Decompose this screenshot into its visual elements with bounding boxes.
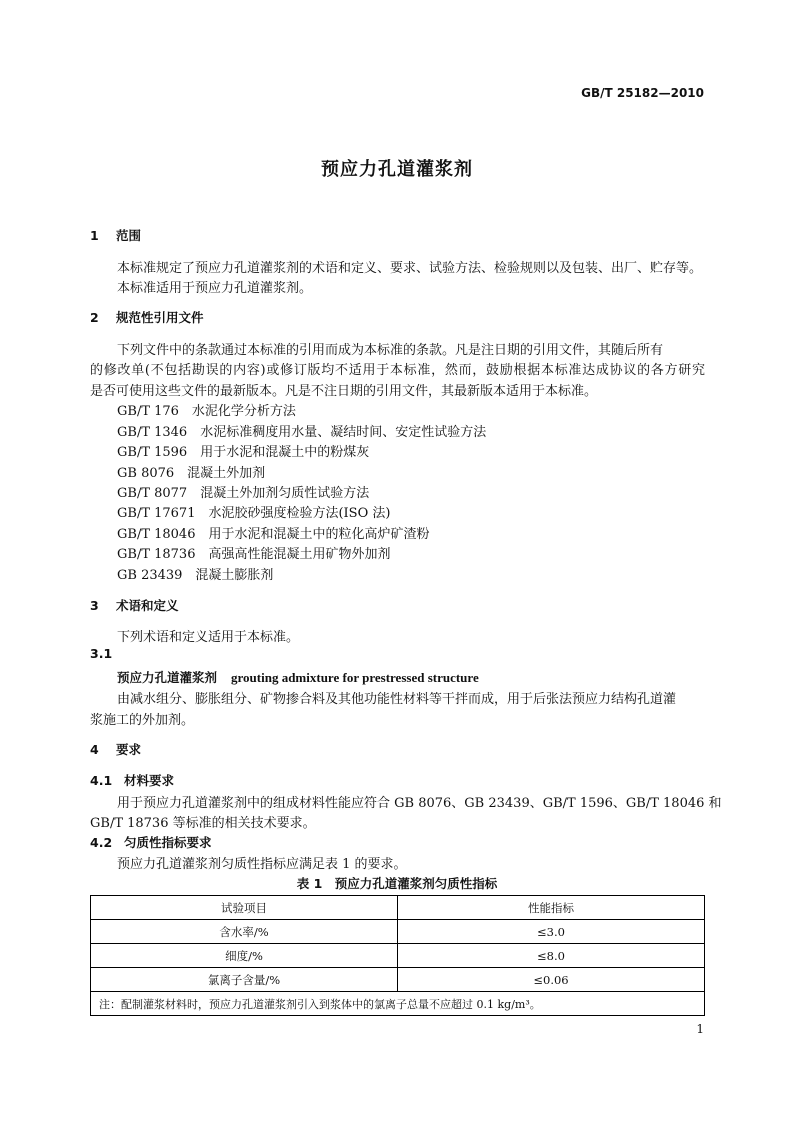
section-number: 4 xyxy=(90,742,99,757)
page-number: 1 xyxy=(696,1022,704,1036)
reference-item: GB/T 8077 混凝土外加剂匀质性试验方法 xyxy=(117,486,370,501)
subsection-number: 4.1 xyxy=(90,773,113,788)
definition-line: 浆施工的外加剂。 xyxy=(90,713,195,728)
table-note-row xyxy=(91,992,705,1016)
table-cell: ≤0.06 xyxy=(398,968,705,992)
section-title: 规范性引用文件 xyxy=(116,310,204,325)
table-cell: 含水率/% xyxy=(91,920,398,944)
paragraph: 本标准适用于预应力孔道灌浆剂。 xyxy=(117,281,313,296)
section-title: 范围 xyxy=(116,228,142,243)
uniformity-table xyxy=(90,895,705,1016)
subsection-title: 材料要求 xyxy=(124,773,175,788)
subsection-4-1-heading xyxy=(90,771,174,789)
document-title: 预应力孔道灌浆剂 xyxy=(321,159,473,180)
term-entry xyxy=(117,668,479,686)
section-3-heading xyxy=(90,596,179,614)
table-row xyxy=(91,944,705,968)
table-row xyxy=(91,968,705,992)
table-note: 注：配制灌浆材料时，预应力孔道灌浆剂引入到浆体中的氯离子总量不应超过 0.1 kg/m³。 xyxy=(91,992,705,1016)
table-cell: ≤3.0 xyxy=(398,920,705,944)
reference-item: GB/T 18046 用于水泥和混凝土中的粒化高炉矿渣粉 xyxy=(117,527,430,542)
reference-item: GB/T 176 水泥化学分析方法 xyxy=(117,404,296,419)
table-cell: ≤8.0 xyxy=(398,944,705,968)
definition-line: 由减水组分、膨胀组分、矿物掺合料及其他功能性材料等干拌而成，用于后张法预应力结构孔道灌 xyxy=(117,692,677,707)
paragraph-line: GB/T 18736 等标准的相关技术要求。 xyxy=(90,816,316,831)
paragraph-line: 的修改单(不包括勘误的内容)或修订版均不适用于本标准，然而，鼓励根据本标准达成协议的各方研究 xyxy=(90,363,705,378)
section-4-heading xyxy=(90,740,141,758)
table-header-row xyxy=(91,896,705,920)
section-title: 要求 xyxy=(116,742,142,757)
reference-item: GB 8076 混凝土外加剂 xyxy=(117,466,266,481)
paragraph: 预应力孔道灌浆剂匀质性指标应满足表 1 的要求。 xyxy=(117,857,407,872)
reference-item: GB/T 1346 水泥标准稠度用水量、凝结时间、安定性试验方法 xyxy=(117,425,487,440)
reference-item: GB/T 18736 高强高性能混凝土用矿物外加剂 xyxy=(117,547,391,562)
section-1-heading xyxy=(90,226,141,244)
section-title: 术语和定义 xyxy=(116,598,179,613)
section-2-heading xyxy=(90,308,204,326)
paragraph-line: 是否可使用这些文件的最新版本。凡是不注日期的引用文件，其最新版本适用于本标准。 xyxy=(90,384,598,399)
term-english: grouting admixture for prestressed structure xyxy=(231,670,479,685)
paragraph-line: 用于预应力孔道灌浆剂中的组成材料性能应符合 GB 8076、GB 23439、GB/T 1596、GB/T 18046 和 xyxy=(117,796,722,811)
reference-item: GB/T 1596 用于水泥和混凝土中的粉煤灰 xyxy=(117,445,370,460)
subsection-number: 3.1 xyxy=(90,646,113,661)
reference-item: GB/T 17671 水泥胶砂强度检验方法(ISO 法) xyxy=(117,506,391,521)
table-header-cell: 试验项目 xyxy=(91,896,398,920)
table-row xyxy=(91,920,705,944)
subsection-4-2-heading xyxy=(90,833,212,851)
standard-number: GB/T 25182—2010 xyxy=(581,86,704,100)
table-cell: 氯离子含量/% xyxy=(91,968,398,992)
subsection-number: 4.2 xyxy=(90,835,113,850)
paragraph: 本标准规定了预应力孔道灌浆剂的术语和定义、要求、试验方法、检验规则以及包装、出厂、贮存等。 xyxy=(117,261,703,276)
table-cell: 细度/% xyxy=(91,944,398,968)
reference-item: GB 23439 混凝土膨胀剂 xyxy=(117,568,274,583)
section-number: 2 xyxy=(90,310,99,325)
table-caption: 表 1 预应力孔道灌浆剂匀质性指标 xyxy=(296,876,498,891)
term-chinese: 预应力孔道灌浆剂 xyxy=(117,670,218,685)
subsection-title: 匀质性指标要求 xyxy=(124,835,212,850)
section-number: 1 xyxy=(90,228,99,243)
table-header-cell: 性能指标 xyxy=(398,896,705,920)
section-number: 3 xyxy=(90,598,99,613)
paragraph: 下列术语和定义适用于本标准。 xyxy=(117,630,300,645)
paragraph-line: 下列文件中的条款通过本标准的引用而成为本标准的条款。凡是注日期的引用文件，其随后所有 xyxy=(117,343,664,358)
